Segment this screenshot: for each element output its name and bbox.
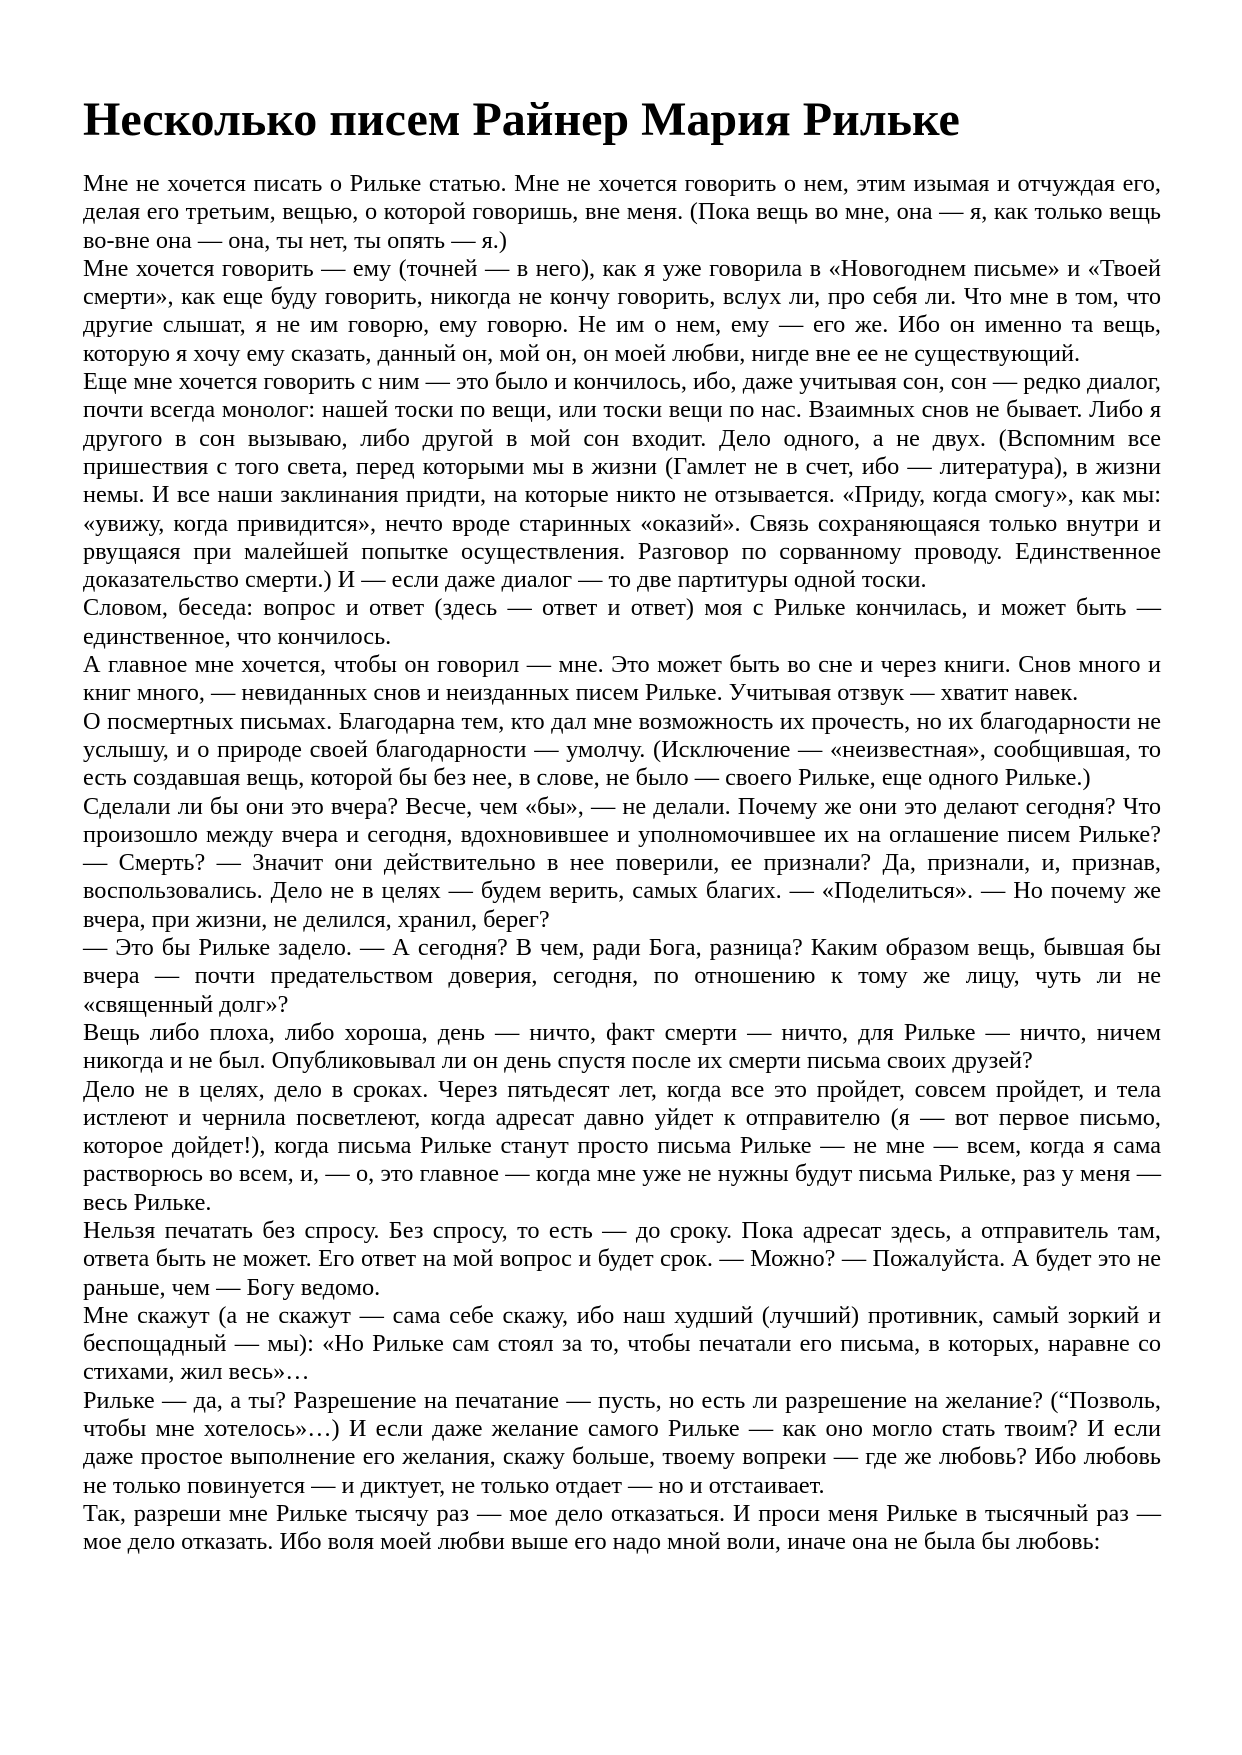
- paragraph: Сделали ли бы они это вчера? Весче, чем «бы», — не делали. Почему же они это делают сегодня? Что произошло между вчера и сегодня, вдохновившее и уполномочившее их на оглашение писем Рильке? — Смерть? — Значит они действительно в нее поверили, ее признали? Да, признали, и, признав, воспользовались. Дело не в целях — будем верить, самых благих. — «Поделиться». — Но почему же вчера, при жизни, не делился, хранил, берег?: [83, 792, 1161, 933]
- paragraph: О посмертных письмах. Благодарна тем, кто дал мне возможность их прочесть, но их благодарности не услышу, и о природе своей благодарности — умолчу. (Исключение — «неизвестная», сообщившая, то есть создавшая вещь, которой бы без нее, в слове, не было — своего Рильке, еще одного Рильке.): [83, 707, 1161, 792]
- paragraph: А главное мне хочется, чтобы он говорил — мне. Это может быть во сне и через книги. Снов много и книг много, — невиданных снов и неизданных писем Рильке. Учитывая отзвук — хватит навек.: [83, 651, 1161, 707]
- paragraph: Словом, беседа: вопрос и ответ (здесь — ответ и ответ) моя с Рильке кончилась, и может быть — единственное, что кончилось.: [83, 594, 1161, 650]
- document-page: [83, 92, 1161, 1557]
- paragraph: — Это бы Рильке задело. — А сегодня? В чем, ради Бога, разница? Каким образом вещь, бывшая бы вчера — почти предательством доверия, сегодня, по отношению к тому же лицу, чуть ли не «священный долг»?: [83, 934, 1161, 1018]
- document-title: Несколько писем Райнер Мария Рильке: [83, 93, 960, 146]
- paragraph: Еще мне хочется говорить с ним — это было и кончилось, ибо, даже учитывая сон, сон — редко диалог, почти всегда монолог: нашей тоски по вещи, или тоски вещи по нас. Взаимных снов не бывает. Либо я другого в сон вызываю, либо другой в мой сон входит. Дело одного, а не двух. (Вспомним все пришествия с того света, перед которыми мы в жизни (Гамлет не в счет, ибо — литература), в жизни немы. И все наши заклинания придти, на которые никто не отзывается. «Приду, когда смогу», как мы: «увижу, когда привидится», нечто вроде старинных «оказий». Связь сохраняющаяся только внутри и рвущаяся при малейшей попытке осуществления. Разговор по сорванному проводу. Единственное доказательство смерти.) И — если даже диалог — то две партитуры одной тоски.: [83, 368, 1161, 594]
- paragraph: Вещь либо плоха, либо хороша, день — ничто, факт смерти — ничто, для Рильке — ничто, ничем никогда и не был. Опубликовывал ли он день спустя после их смерти письма своих друзей?: [83, 1018, 1161, 1075]
- paragraph: Мне хочется говорить — ему (точней — в него), как я уже говорила в «Новогоднем письме» и «Твоей смерти», как еще буду говорить, никогда не кончу говорить, вслух ли, про себя ли. Что мне в том, что другие слышат, я не им говорю, ему говорю. Не им о нем, ему — его же. Ибо он именно та вещь, которую я хочу ему сказать, данный он, мой он, он моей любви, нигде вне ее не существующий.: [83, 254, 1161, 367]
- paragraph: Мне не хочется писать о Рильке статью. Мне не хочется говорить о нем, этим изымая и отчуждая его, делая его третьим, вещью, о которой говоришь, вне меня. (Пока вещь во мне, она — я, как только вещь во-вне она — она, ты нет, ты опять — я.): [83, 170, 1161, 254]
- paragraph: Нельзя печатать без спросу. Без спросу, то есть — до сроку. Пока адресат здесь, а отправитель там, ответа быть не может. Его ответ на мой вопрос и будет срок. — Можно? — Пожалуйста. А будет это не раньше, чем — Богу ведомо.: [83, 1216, 1161, 1301]
- document-body: [83, 170, 1161, 1557]
- paragraph: Рильке — да, а ты? Разрешение на печатание — пусть, но есть ли разрешение на желание? (“Позволь, чтобы мне хотелось»…) И если даже желание самого Рильке — как оно могло стать твоим? И если даже простое выполнение его желания, скажу больше, твоему вопреки — где же любовь? Ибо любовь не только повинуется — и диктует, не только отдает — но и отстаивает.: [83, 1386, 1161, 1499]
- paragraph: Так, разреши мне Рильке тысячу раз — мое дело отказаться. И проси меня Рильке в тысячный раз — мое дело отказать. Ибо воля моей любви выше его надо мной воли, иначе она не была бы любовь:: [83, 1499, 1161, 1556]
- paragraph: Дело не в целях, дело в сроках. Через пятьдесят лет, когда все это пройдет, совсем пройдет, и тела истлеют и чернила посветлеют, когда адресат давно уйдет к отправителю (я — вот первое письмо, которое дойдет!), когда письма Рильке станут просто письма Рильке — не мне — всем, когда я сама растворюсь во всем, и, — о, это главное — когда мне уже не нужны будут письма Рильке, раз у меня — весь Рильке.: [83, 1075, 1161, 1216]
- paragraph: Мне скажут (а не скажут — сама себе скажу, ибо наш худший (лучший) противник, самый зоркий и беспощадный — мы): «Но Рильке сам стоял за то, чтобы печатали его письма, в которых, наравне со стихами, жил весь»…: [83, 1301, 1161, 1386]
